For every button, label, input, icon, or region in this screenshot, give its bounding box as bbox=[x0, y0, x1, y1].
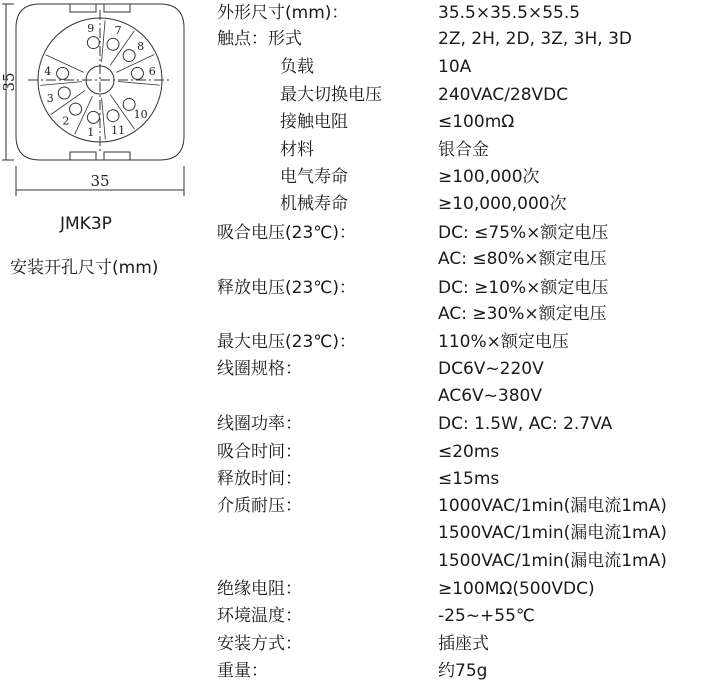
spec-value: AC6V~380V bbox=[438, 386, 542, 406]
height-dimension: 35 bbox=[0, 72, 18, 92]
spec-value: 240VAC/28VDC bbox=[438, 85, 569, 105]
spec-value: DC: ≤75%×额定电压 bbox=[438, 223, 609, 243]
spec-value: ≥100MΩ(500VDC) bbox=[438, 579, 595, 599]
spec-row bbox=[0, 658, 710, 684]
spec-value: DC6V~220V bbox=[438, 359, 544, 379]
spec-label: 线圈功率： bbox=[217, 414, 302, 434]
spec-value: 10A bbox=[438, 57, 472, 77]
spec-row bbox=[0, 520, 710, 546]
spec-label: 负载 bbox=[280, 57, 314, 77]
spec-row bbox=[0, 26, 710, 52]
pin-number-label: 3 bbox=[46, 92, 54, 106]
spec-value: ≤20ms bbox=[438, 442, 500, 462]
pin-number-label: 4 bbox=[44, 64, 52, 78]
spec-row bbox=[0, 246, 710, 272]
model-caption: JMK3P bbox=[60, 214, 112, 234]
spec-row bbox=[0, 411, 710, 437]
pin-number-label: 2 bbox=[62, 114, 70, 128]
spec-label: 触点：形式 bbox=[217, 29, 302, 49]
spec-label: 最大电压(23℃)： bbox=[217, 332, 356, 352]
spec-label: 吸合时间： bbox=[217, 442, 302, 462]
spec-value: 银合金 bbox=[438, 140, 489, 160]
spec-row bbox=[0, 220, 710, 246]
pin-number-label: 8 bbox=[137, 39, 145, 53]
spec-value: 110%×额定电压 bbox=[438, 332, 569, 352]
spec-row bbox=[0, 109, 710, 135]
spec-row bbox=[0, 631, 710, 657]
spec-row bbox=[0, 82, 710, 108]
pin-number-label: 7 bbox=[114, 24, 122, 38]
spec-row bbox=[0, 439, 710, 465]
spec-value: AC: ≥30%×额定电压 bbox=[438, 304, 607, 324]
spec-row bbox=[0, 164, 710, 190]
spec-row bbox=[0, 54, 710, 80]
spec-value: DC: 1.5W, AC: 2.7VA bbox=[438, 414, 613, 434]
spec-row bbox=[0, 137, 710, 163]
mounting-hole-caption: 安装开孔尺寸(mm) bbox=[10, 258, 159, 278]
spec-value: AC: ≤80%×额定电压 bbox=[438, 249, 607, 269]
spec-row bbox=[0, 0, 710, 26]
spec-row bbox=[0, 493, 710, 519]
spec-value: 2Z, 2H, 2D, 3Z, 3H, 3D bbox=[438, 29, 632, 49]
spec-label: 重量： bbox=[217, 661, 268, 681]
spec-value: ≤15ms bbox=[438, 469, 500, 489]
spec-row bbox=[0, 548, 710, 574]
spec-row bbox=[0, 603, 710, 629]
spec-value: 1000VAC/1min(漏电流1mA) bbox=[438, 496, 667, 516]
pin-number-label: 1 bbox=[87, 126, 95, 140]
spec-row bbox=[0, 275, 710, 301]
pin-number-label: 10 bbox=[133, 108, 148, 122]
spec-value: ≤100mΩ bbox=[438, 112, 515, 132]
pin-number-label: 9 bbox=[87, 21, 95, 35]
spec-value: 插座式 bbox=[438, 634, 489, 654]
spec-value: 1500VAC/1min(漏电流1mA) bbox=[438, 551, 667, 571]
pin-number-label: 6 bbox=[148, 64, 156, 78]
spec-label: 外形尺寸(mm)： bbox=[217, 3, 349, 23]
pin-number-label: 11 bbox=[111, 123, 126, 137]
spec-value: -25~+55℃ bbox=[438, 606, 535, 626]
spec-label: 安装方式： bbox=[217, 634, 302, 654]
spec-label: 接触电阻 bbox=[280, 112, 348, 132]
spec-label: 介质耐压： bbox=[217, 496, 302, 516]
spec-row bbox=[0, 356, 710, 382]
spec-label: 吸合电压(23℃)： bbox=[217, 223, 356, 243]
spec-value: ≥10,000,000次 bbox=[438, 194, 567, 214]
spec-row bbox=[0, 576, 710, 602]
spec-value: ≥100,000次 bbox=[438, 167, 540, 187]
spec-label: 机械寿命 bbox=[280, 194, 348, 214]
spec-label: 材料 bbox=[280, 140, 314, 160]
spec-value: 35.5×35.5×55.5 bbox=[438, 3, 581, 23]
spec-label: 环境温度： bbox=[217, 606, 302, 626]
spec-label: 释放时间： bbox=[217, 469, 302, 489]
spec-value: 约75g bbox=[438, 661, 488, 681]
spec-label: 线圈规格： bbox=[217, 359, 302, 379]
spec-row bbox=[0, 301, 710, 327]
spec-row bbox=[0, 466, 710, 492]
width-dimension: 35 bbox=[90, 172, 110, 190]
spec-value: 1500VAC/1min(漏电流1mA) bbox=[438, 523, 667, 543]
spec-label: 最大切换电压 bbox=[280, 85, 382, 105]
spec-label: 释放电压(23℃)： bbox=[217, 278, 356, 298]
spec-row bbox=[0, 329, 710, 355]
spec-row bbox=[0, 191, 710, 217]
spec-value: DC: ≥10%×额定电压 bbox=[438, 278, 609, 298]
spec-row bbox=[0, 383, 710, 409]
spec-label: 电气寿命 bbox=[280, 167, 348, 187]
spec-label: 绝缘电阻： bbox=[217, 579, 302, 599]
